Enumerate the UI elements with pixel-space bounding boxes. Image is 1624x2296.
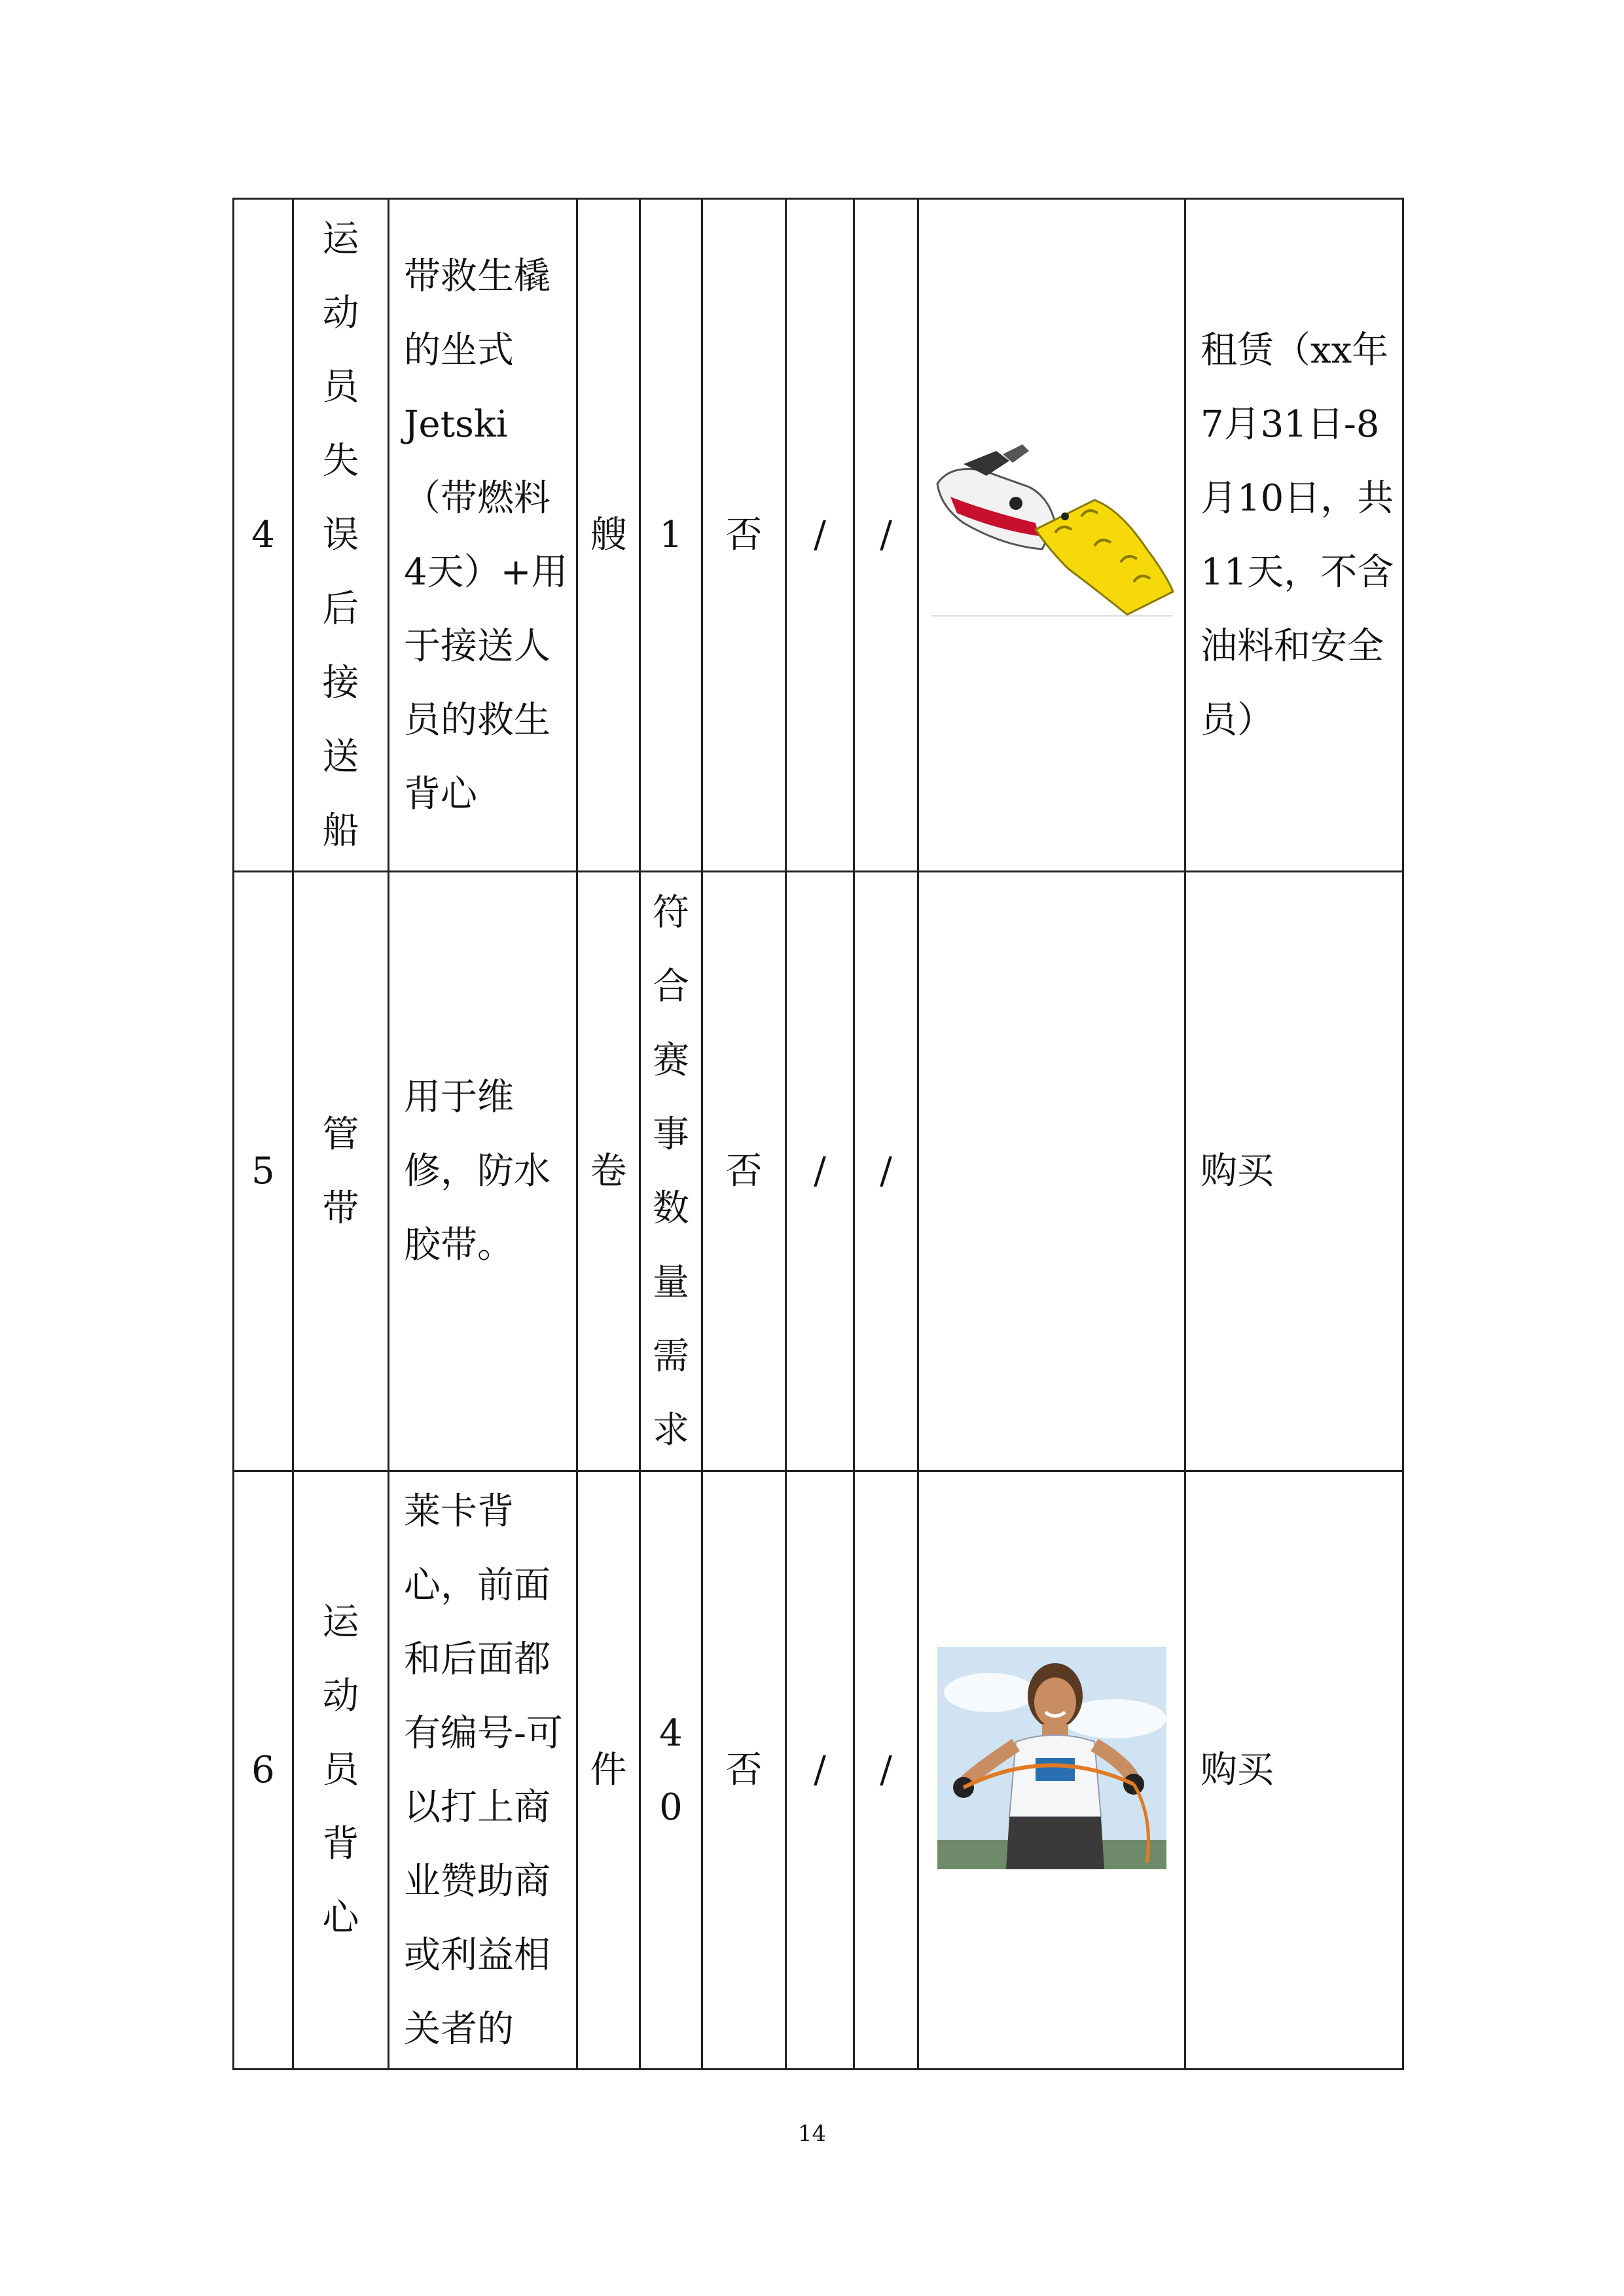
item-description: 带救生橇的坐式Jetski（带燃料4天）+用于接送人员的救生背心: [389, 199, 577, 872]
table-row: [234, 872, 1403, 1471]
jetski-image: [924, 425, 1180, 621]
item-unit: 艘: [577, 199, 640, 872]
item-quantity: 1: [640, 199, 702, 872]
athlete-photo: [937, 1647, 1166, 1869]
equipment-table: [232, 198, 1404, 2070]
item-image-cell: [918, 1471, 1185, 2070]
row-number: 6: [234, 1471, 293, 2070]
item-quantity: 4 0: [640, 1471, 702, 2070]
row-number: 5: [234, 872, 293, 1471]
item-unit: 卷: [577, 872, 640, 1471]
item-col7: /: [854, 872, 918, 1471]
item-col6: /: [786, 1471, 854, 2070]
item-unit: 件: [577, 1471, 640, 2070]
item-col6: /: [786, 199, 854, 872]
item-col5: 否: [702, 199, 786, 872]
item-image-cell: [918, 872, 1185, 1471]
row-number: 4: [234, 199, 293, 872]
item-col7: /: [854, 1471, 918, 2070]
item-remark: 购买: [1185, 1471, 1403, 2070]
page-number: 14: [797, 2121, 827, 2147]
item-description: 用于维修，防水胶带。: [389, 872, 577, 1471]
table-row: [234, 199, 1403, 872]
item-remark: 购买: [1185, 872, 1403, 1471]
item-description: 莱卡背心，前面和后面都有编号-可以打上商业赞助商或利益相关者的: [389, 1471, 577, 2070]
item-col5: 否: [702, 872, 786, 1471]
table-row: [234, 1471, 1403, 2070]
item-name: 运 动 员 背 心: [293, 1471, 389, 2070]
item-remark: 租赁（xx年7月31日-8月10日，共11天，不含油料和安全员）: [1185, 199, 1403, 872]
item-col7: /: [854, 199, 918, 872]
item-quantity: 符 合 赛 事 数 量 需 求: [640, 872, 702, 1471]
item-col5: 否: [702, 1471, 786, 2070]
item-col6: /: [786, 872, 854, 1471]
item-name: 管 带: [293, 872, 389, 1471]
item-image-cell: [918, 199, 1185, 872]
item-name: 运 动 员 失 误 后 接 送 船: [293, 199, 389, 872]
